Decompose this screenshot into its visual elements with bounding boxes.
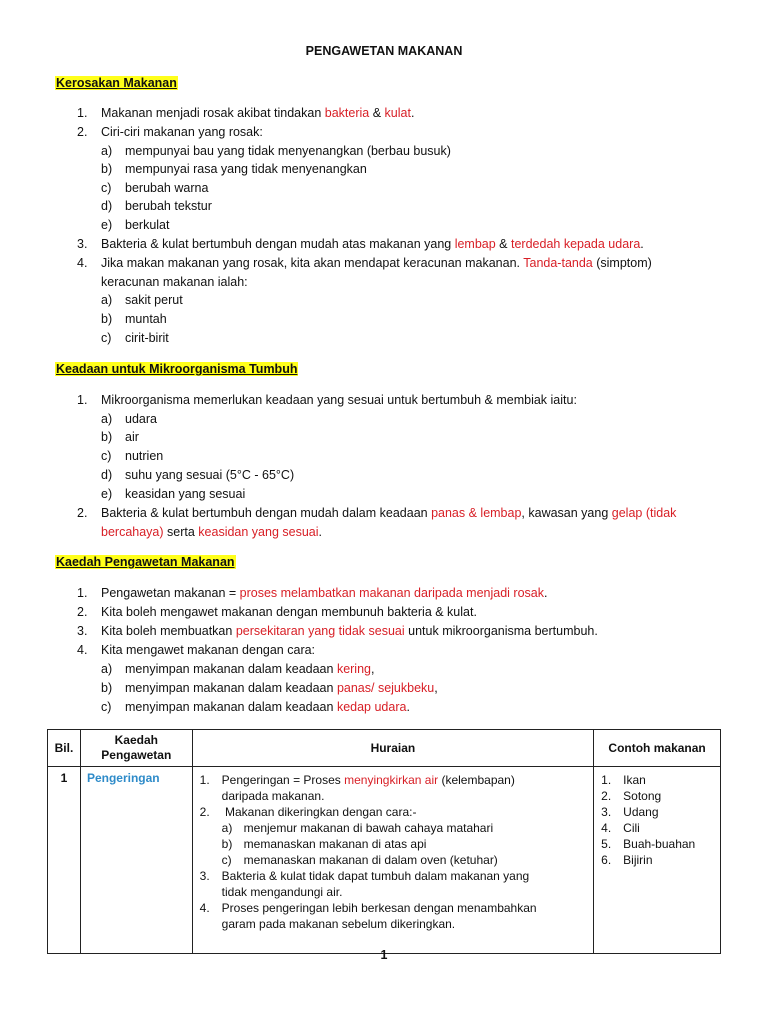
cell-contoh — [594, 767, 721, 954]
sub-item: a) mempunyai bau yang tidak menyenangkan (berbau busuk) — [101, 144, 451, 158]
page-number: 1 — [380, 948, 388, 962]
sub-item: e) berkulat — [101, 218, 170, 232]
sub-item: b) muntah — [101, 312, 167, 326]
list-item: 1. Pengawetan makanan = proses melambatkan makanan daripada menjadi rosak. — [77, 586, 548, 600]
list-item: 1. Makanan menjadi rosak akibat tindakan bakteria & kulat. — [77, 106, 415, 120]
sub-item: e) keasidan yang sesuai — [101, 487, 246, 501]
list-item: 4. Kita mengawet makanan dengan cara: — [77, 643, 316, 657]
table-header-row — [48, 730, 721, 767]
section-heading-kerosakan: Kerosakan Makanan — [56, 76, 177, 90]
document-title: PENGAWETAN MAKANAN — [305, 44, 463, 58]
list-item: 3. Bakteria & kulat bertumbuh dengan mudah atas makanan yang lembap & terdedah kepada udara. — [77, 237, 644, 251]
sub-item: c) nutrien — [101, 449, 164, 463]
header-bil: Bil. — [48, 730, 81, 767]
food-example: 2. Sotong — [601, 789, 662, 803]
food-example: 6. Bijirin — [601, 853, 653, 867]
cell-bil: 1 — [48, 767, 81, 954]
food-example: 5. Buah-buahan — [601, 837, 696, 851]
cell-kaedah: Pengeringan — [80, 767, 192, 954]
list-item-continuation: bercahaya) serta keasidan yang sesuai. — [101, 525, 323, 539]
food-example: 4. Cili — [601, 821, 640, 835]
sub-item: d) suhu yang sesuai (5°C - 65°C) — [101, 468, 295, 482]
list-item-continuation: keracunan makanan ialah: — [101, 275, 248, 289]
sub-item: b) air — [101, 430, 139, 444]
header-huraian: Huraian — [192, 730, 593, 767]
header-contoh: Contoh makanan — [594, 730, 721, 767]
sub-item: c) cirit-birit — [101, 331, 169, 345]
sub-item: d) berubah tekstur — [101, 199, 212, 213]
section-heading-keadaan: Keadaan untuk Mikroorganisma Tumbuh — [56, 362, 298, 376]
section-heading-kaedah: Kaedah Pengawetan Makanan — [56, 555, 235, 569]
table-row — [48, 767, 721, 954]
preservation-methods-table — [47, 729, 721, 954]
list-item: 4. Jika makan makanan yang rosak, kita akan mendapat keracunan makanan. Tanda-tanda (simptom) — [77, 256, 652, 270]
list-item: 3. Kita boleh membuatkan persekitaran yang tidak sesuai untuk mikroorganisma bertumbuh. — [77, 624, 598, 638]
food-example: 3. Udang — [601, 805, 659, 819]
list-item: 2. Bakteria & kulat bertumbuh dengan mudah dalam keadaan panas & lembap, kawasan yang gelap (tidak — [77, 506, 677, 520]
sub-item: a) menyimpan makanan dalam keadaan kering, — [101, 662, 375, 676]
sub-item: b) mempunyai rasa yang tidak menyenangkan — [101, 162, 367, 176]
sub-item: c) berubah warna — [101, 181, 209, 195]
sub-item: c) menyimpan makanan dalam keadaan kedap udara. — [101, 700, 410, 714]
list-item: 2. Ciri-ciri makanan yang rosak: — [77, 125, 263, 139]
cell-huraian: 1. Pengeringan = Proses menyingkirkan air (kelembapan) daripada makanan. 2. Makanan dikeringkan dengan cara:- a) menjemur makanan di bawah cahaya matahari b) memanaskan makanan di atas api c) memanaskan makanan di dalam oven (ketuhar) 3. Bakteria & kulat tidak dapat tumbuh dalam makanan yang tidak mengandungi air. 4. Proses pengeringan lebih berkesan dengan menambahkan garam pada makanan sebelum dikeringkan. — [192, 767, 593, 954]
list-item: 2. Kita boleh mengawet makanan dengan membunuh bakteria & kulat. — [77, 605, 477, 619]
list-item: 1. Mikroorganisma memerlukan keadaan yang sesuai untuk bertumbuh & membiak iaitu: — [77, 393, 577, 407]
sub-item: b) menyimpan makanan dalam keadaan panas/ sejukbeku, — [101, 681, 438, 695]
food-example: 1. Ikan — [601, 773, 646, 787]
sub-item: a) udara — [101, 412, 157, 426]
sub-item: a) sakit perut — [101, 293, 183, 307]
header-kaedah: Kaedah Pengawetan — [80, 730, 192, 767]
